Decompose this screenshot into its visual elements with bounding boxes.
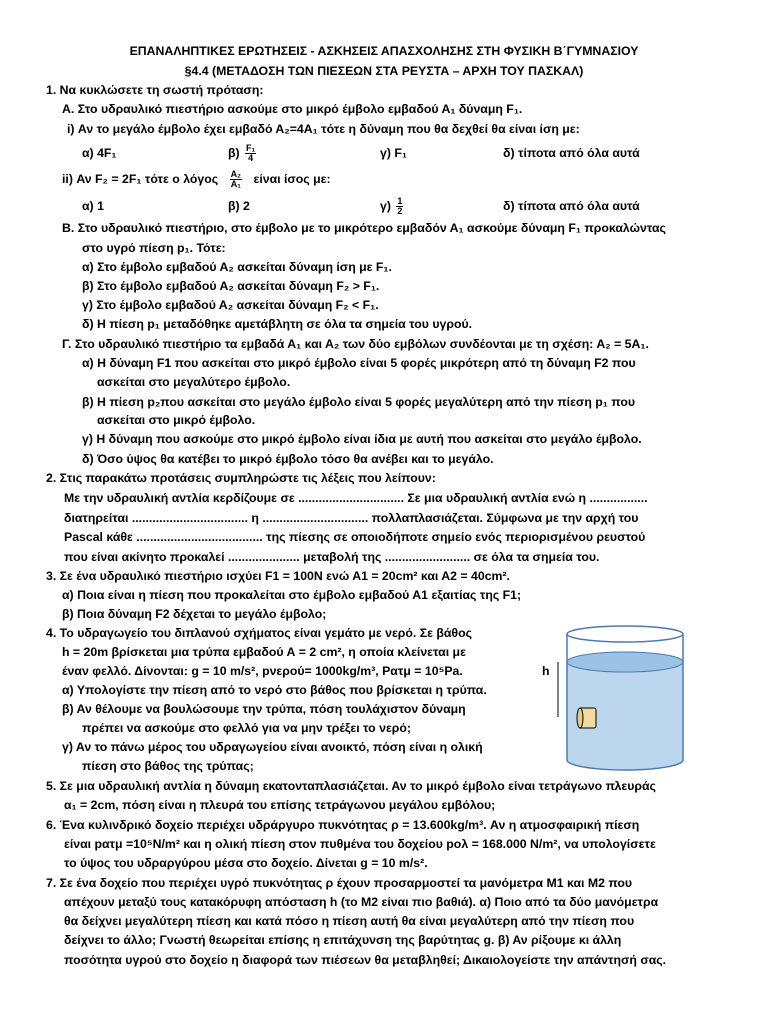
- q6-line-3: το ύψος του υδραργύρου μέσα στο δοχείο. Δίνεται g = 10 m/s².: [64, 856, 428, 870]
- q4-line-3: έναν φελλό. Δίνονται: g = 10 m/s², pνερού= 1000kg/m³, Pατμ = 10⁵Pa.: [62, 664, 463, 678]
- q1-b-option-b: β) Στο έμβολο εμβαδού Α₂ ασκείται δύναμη F₂ > F₁.: [82, 279, 380, 293]
- q3-part-a: α) Ποια είναι η πίεση που προκαλείται στο έμβολο εμβαδού Α1 εξαιτίας της F1;: [62, 588, 522, 602]
- q5-line-2: α₁ = 2cm, πόση είναι η πλευρά του επίσης τετράγωνου μεγάλου εμβόλου;: [64, 798, 496, 812]
- q7-line-4: δείχνει το άλλο; Γνωστή θεωρείται επίσης η επιτάχυνση της βαρύτητας g. β) Αν ρίξουμε κι άλλη: [64, 933, 622, 947]
- q1-b-option-c: γ) Στο έμβολο εμβαδού Α₂ ασκείται δύναμη F₂ < F₁.: [82, 298, 379, 312]
- q1-c-intro: Γ. Στο υδραυλικό πιεστήριο τα εμβαδά Α₁ και Α₂ των δύο εμβόλων συνδέονται με τη σχέση: Α₂ = 5Α₁.: [62, 337, 649, 351]
- q1-i-option-b: [228, 144, 258, 163]
- q1-c-option-b-line2: ασκείται στο μικρό έμβολο.: [97, 413, 256, 427]
- q2-title: 2. Στις παρακάτω προτάσεις συμπληρώστε τις λέξεις που λείπουν:: [46, 471, 436, 485]
- q1-c-option-a-line2: ασκείται στο μεγαλύτερο έμβολο.: [97, 375, 291, 389]
- q4-part-c-line2: πίεση στο βάθος της τρύπας;: [82, 759, 254, 773]
- q4-part-b-line1: β) Αν θέλουμε να βουλώσουμε την τρύπα, πόση τουλάχιστον δύναμη: [62, 702, 466, 716]
- ii-prefix: ii) Αν F₂ = 2F₁ τότε ο λόγος: [62, 172, 219, 186]
- q4-line-1: 4. Το υδραγωγείο του διπλανού σχήματος είναι γεμάτο με νερό. Σε βάθος: [46, 626, 472, 640]
- cork-end: [577, 708, 583, 728]
- q6-line-2: είναι pατμ =10⁵N/m² και η ολική πίεση στον πυθμένα του δοχείου pολ = 168.000 N/m², να υπολογίσετε: [64, 837, 656, 851]
- q1-a-intro: Α. Στο υδραυλικό πιεστήριο ασκούμε στο μικρό έμβολο εμβαδού Α₁ δύναμη F₁.: [62, 102, 523, 116]
- q2-line-3: Pascal κάθε ..................................... της πίεσης σε οποιοδήποτε σημείο ενός περιορισμένου ρευστού: [64, 530, 646, 544]
- q2-line-2: διατηρείται .................................. η ............................... πολλαπλασιάζεται. Σύμφωνα με την αρχή του: [64, 511, 639, 525]
- q2-line-1: Με την υδραυλική αντλία κερδίζουμε σε ............................... Σε μια υδραυλική αντλία ενώ η .................: [64, 491, 648, 505]
- q4-part-b-line2: πρέπει να ασκούμε στο φελλό για να μην τρέξει το νερό;: [82, 721, 411, 735]
- fraction-numerator: A₂: [230, 169, 242, 180]
- q7-line-5: ποσότητα υγρού στο δοχείο η διαφορά των πιέσεων θα μεταβληθεί; Δικαιολογείστε την απάντησή σας.: [64, 953, 667, 967]
- page-title: ΕΠΑΝΑΛΗΠΤΙΚΕΣ ΕΡΩΤΗΣΕΙΣ - ΑΣΚΗΣΕΙΣ ΑΠΑΣΧΟΛΗΣΗΣ ΣΤΗ ΦΥΣΙΚΗ Β΄ΓΥΜΝΑΣΙΟΥ: [129, 44, 639, 58]
- q3-part-b: β) Ποια δύναμη F2 δέχεται το μεγάλο έμβολο;: [62, 607, 327, 621]
- fraction-denominator: A₁: [230, 179, 241, 190]
- fraction-one-half: [396, 197, 403, 216]
- q3-title: 3. Σε ένα υδραυλικό πιεστήριο ισχύει F1 = 100Ν ενώ Α1 = 20cm² και Α2 = 40cm².: [46, 569, 510, 583]
- q1-b-intro-2: στο υγρό πίεση p₁. Τότε:: [82, 241, 226, 255]
- q1-ii-option-a: α) 1: [82, 199, 104, 213]
- ii-suffix: είναι ίσος με:: [253, 172, 331, 186]
- q1-ii-option-c: [380, 197, 405, 216]
- tank-rim: [567, 626, 683, 642]
- q1-title: 1. Να κυκλώσετε τη σωστή πρόταση:: [46, 83, 264, 97]
- depth-h-label: h: [542, 664, 550, 678]
- q1-i-option-d: δ) τίποτα από όλα αυτά: [503, 146, 640, 160]
- q7-line-1: 7. Σε ένα δοχείο που περιέχει υγρό πυκνότητας ρ έχουν προσαρμοστεί τα μανόμετρα Μ1 και Μ2 που: [46, 876, 633, 890]
- q6-line-1: 6. Ένα κυλινδρικό δοχείο περιέχει υδράργυρο πυκνότητας ρ = 13.600kg/m³. Αν η ατμοσφαιρική πίεση: [46, 818, 640, 832]
- q5-line-1: 5. Σε μια υδραυλική αντλία η δύναμη εκατονταπλασιάζεται. Αν το μικρό έμβολο είναι τετράγωνο πλευράς: [46, 779, 656, 793]
- water-tank-figure: [555, 622, 695, 772]
- fraction-denominator: 2: [397, 206, 403, 217]
- q1-c-option-a-line1: α) Η δύναμη F1 που ασκείται στο μικρό έμβολο είναι 5 φορές μικρότερη από τη δύναμη F2 που: [82, 356, 636, 370]
- q4-part-c-line1: γ) Αν το πάνω μέρος του υδραγωγείου είναι ανοικτό, πόση είναι η ολική: [62, 740, 483, 754]
- q1-i-text: i) Αν το μεγάλο έμβολο έχει εμβαδό Α₂=4Α₁ τότε η δύναμη που θα δεχθεί θα είναι ίση με:: [67, 122, 580, 136]
- fraction-numerator: F₁: [246, 143, 256, 154]
- fraction-numerator: 1: [397, 196, 403, 207]
- q7-line-2: απέχουν μεταξύ τους κατακόρυφη απόσταση h (το Μ2 είναι πιο βαθιά). α) Ποιο από τα δύο μανόμετρα: [64, 895, 659, 909]
- water-surface: [567, 652, 683, 672]
- fraction-denominator: 4: [248, 153, 254, 164]
- option-b-label: β): [228, 146, 240, 160]
- q1-ii-option-b: β) 2: [228, 199, 250, 213]
- fraction-a2-over-a1: [230, 170, 243, 189]
- q1-c-option-c: γ) Η δύναμη που ασκούμε στο μικρό έμβολο είναι ίδια με αυτή που ασκείται στο μεγάλο έμβολο.: [82, 432, 642, 446]
- q4-part-a: α) Υπολογίστε την πίεση από το νερό στο βάθος που βρίσκεται η τρύπα.: [62, 683, 487, 697]
- q1-ii-option-d: δ) τίποτα από όλα αυτά: [503, 199, 640, 213]
- option-c-label: γ): [380, 199, 391, 213]
- q1-ii-text: [62, 170, 331, 189]
- q2-line-4: που είναι ακίνητο προκαλεί ..................... μεταβολή της ......................... σε όλα τα σημεία του.: [64, 550, 600, 564]
- page-subtitle: §4.4 (ΜΕΤΑΔΟΣΗ ΤΩΝ ΠΙΕΣΕΩΝ ΣΤΑ ΡΕΥΣΤΑ – ΑΡΧΗ ΤΟΥ ΠΑΣΚΑΛ): [184, 64, 584, 78]
- q1-i-option-a: α) 4F₁: [82, 146, 117, 160]
- q1-c-option-b-line1: β) Η πίεση p₂που ασκείται στο μεγάλο έμβολο είναι 5 φορές μεγαλύτερη από την πίεση p₁ που: [82, 395, 635, 409]
- q7-line-3: θα δείχνει μεγαλύτερη πίεση και κατά πόσο η πίεση αυτή θα είναι μεγαλύτερη από την πίεση που: [64, 914, 635, 928]
- q1-b-intro-1: Β. Στο υδραυλικό πιεστήριο, στο έμβολο με το μικρότερο εμβαδόν Α₁ ασκούμε δύναμη F₁ προκαλώντας: [62, 221, 666, 235]
- q4-line-2: h = 20m βρίσκεται μια τρύπα εμβαδού Α = 2 cm², η οποία κλείνεται με: [62, 645, 466, 659]
- fraction-f1-over-4: [245, 144, 256, 163]
- q1-b-option-d: δ) Η πίεση p₁ μεταδόθηκε αμετάβλητη σε όλα τα σημεία του υγρού.: [82, 317, 473, 331]
- q1-i-option-c: γ) F₁: [380, 146, 407, 160]
- q1-b-option-a: α) Στο έμβολο εμβαδού Α₂ ασκείται δύναμη ίση με F₁.: [82, 260, 392, 274]
- q1-c-option-d: δ) Όσο ύψος θα κατέβει το μικρό έμβολο τόσο θα ανέβει και το μεγάλο.: [82, 452, 494, 466]
